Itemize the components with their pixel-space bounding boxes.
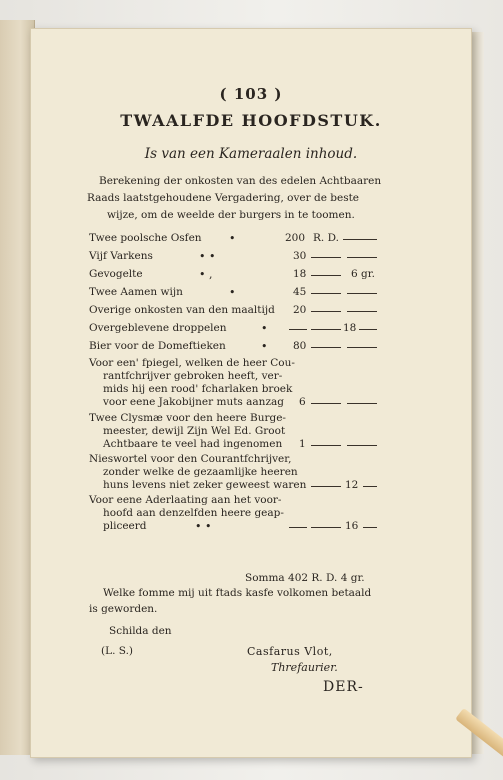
intro-line: wijze, om de weelde der burgers in te toomen. bbox=[107, 209, 355, 221]
expense-entry bbox=[89, 412, 409, 452]
expense-entry bbox=[89, 357, 409, 409]
entry-description: Twee Clysmæ voor den heere Burge- bbox=[89, 412, 286, 424]
amount-rd: 1 bbox=[299, 438, 306, 450]
place-date-line: Schilda den bbox=[109, 625, 172, 637]
column-dash bbox=[311, 403, 341, 404]
intro-paragraph bbox=[87, 173, 417, 224]
entry-description: Overige onkosten van den maaltijd bbox=[89, 304, 275, 316]
column-dash bbox=[289, 527, 307, 528]
entry-description: meester, dewijl Zijn Wel Ed. Groot bbox=[103, 425, 286, 437]
column-dash bbox=[311, 486, 341, 487]
column-dash bbox=[311, 311, 341, 312]
filler-dots: • , bbox=[199, 268, 213, 281]
intro-line: Berekening der onkosten van des edelen Achtbaaren bbox=[99, 175, 382, 187]
entry-description: rantfchrijver gebroken heeft, ver- bbox=[103, 370, 283, 382]
entry-description: pliceerd bbox=[103, 520, 147, 532]
entry-description: Nieswortel voor den Courantfchrijver, bbox=[89, 453, 292, 465]
catchword: DER- bbox=[323, 679, 364, 695]
column-dash bbox=[359, 329, 377, 330]
column-dash bbox=[311, 293, 341, 294]
column-dash bbox=[343, 239, 377, 240]
chapter-subheading: Is van een Kameraalen inhoud. bbox=[144, 146, 358, 162]
column-dash bbox=[347, 311, 377, 312]
entry-description: Vijf Varkens bbox=[89, 250, 153, 262]
page-number: ( 103 ) bbox=[219, 85, 283, 103]
filler-dots: • bbox=[261, 340, 268, 353]
amount-st: 16 bbox=[345, 520, 359, 532]
chapter-heading: TWAALFDE HOOFDSTUK. bbox=[120, 111, 382, 130]
column-dash bbox=[311, 445, 341, 446]
page-stack-edge bbox=[470, 32, 484, 754]
seal-mark: (L. S.) bbox=[101, 645, 133, 657]
signer-name: Casfarus Vlot, bbox=[247, 645, 333, 658]
intro-line: Raads laatstgehoudene Vergadering, over de beste bbox=[87, 192, 360, 204]
column-dash bbox=[347, 347, 377, 348]
column-dash bbox=[311, 347, 341, 348]
entry-description: Bier voor de Domeftieken bbox=[89, 340, 226, 352]
amount-rd: 80 bbox=[293, 340, 307, 352]
column-dash bbox=[311, 329, 341, 330]
signer-title: Threfaurier. bbox=[271, 661, 338, 674]
amount-rd: 200 bbox=[285, 232, 306, 244]
amount-rd: 6 bbox=[299, 396, 306, 408]
entry-description: zonder welke de gezaamlijke heeren bbox=[103, 466, 298, 478]
entry-description: voor eene Jakobijner muts aanzag bbox=[103, 396, 284, 408]
column-dash bbox=[311, 257, 341, 258]
amount-rd: 20 bbox=[293, 304, 307, 316]
expense-entry bbox=[89, 494, 409, 534]
entry-description: Gevogelte bbox=[89, 268, 143, 280]
column-dash bbox=[347, 257, 377, 258]
closing-line: Welke fomme mij uit ftads kasfe volkomen betaald bbox=[103, 587, 372, 599]
entry-description: hoofd aan denzelfden heere geap- bbox=[103, 507, 284, 519]
filler-dots: • • bbox=[195, 520, 212, 533]
entry-description: Voor een' fpiegel, welken de heer Cou- bbox=[89, 357, 295, 369]
entry-description: mids hij een rood' fcharlaken broek bbox=[103, 383, 293, 395]
column-dash bbox=[347, 445, 377, 446]
column-dash bbox=[311, 527, 341, 528]
entry-description: Twee poolsche Osfen bbox=[89, 232, 202, 244]
entry-description: Achtbaare te veel had ingenomen bbox=[103, 438, 283, 450]
column-dash bbox=[363, 527, 377, 528]
amount-rd: 18 bbox=[293, 268, 307, 280]
filler-dots: • bbox=[229, 232, 236, 245]
filler-dots: • bbox=[229, 286, 236, 299]
entry-description: huns levens niet zeker geweest waren bbox=[103, 479, 307, 491]
book-page bbox=[30, 28, 472, 758]
entry-description: Overgeblevene droppelen bbox=[89, 322, 227, 334]
closing-statement bbox=[89, 585, 419, 617]
column-dash bbox=[289, 329, 307, 330]
amount-st: 18 bbox=[343, 322, 357, 334]
filler-dots: • • bbox=[199, 250, 216, 263]
column-dash bbox=[311, 275, 341, 276]
entry-description: Twee Aamen wijn bbox=[89, 286, 183, 298]
amount-rd: 45 bbox=[293, 286, 307, 298]
column-dash bbox=[347, 403, 377, 404]
expense-entry bbox=[89, 453, 409, 493]
amount-unit: R. D. bbox=[313, 232, 339, 244]
column-dash bbox=[347, 293, 377, 294]
amount-st: 12 bbox=[345, 479, 359, 491]
entry-description: Voor eene Aderlaating aan het voor- bbox=[89, 494, 282, 506]
amount-rd: 30 bbox=[293, 250, 307, 262]
closing-line: is geworden. bbox=[89, 603, 158, 615]
total-sum: Somma 402 R. D. 4 gr. bbox=[245, 572, 365, 584]
column-dash bbox=[363, 486, 377, 487]
filler-dots: • bbox=[261, 322, 268, 335]
amount-gr: 6 gr. bbox=[351, 268, 375, 280]
